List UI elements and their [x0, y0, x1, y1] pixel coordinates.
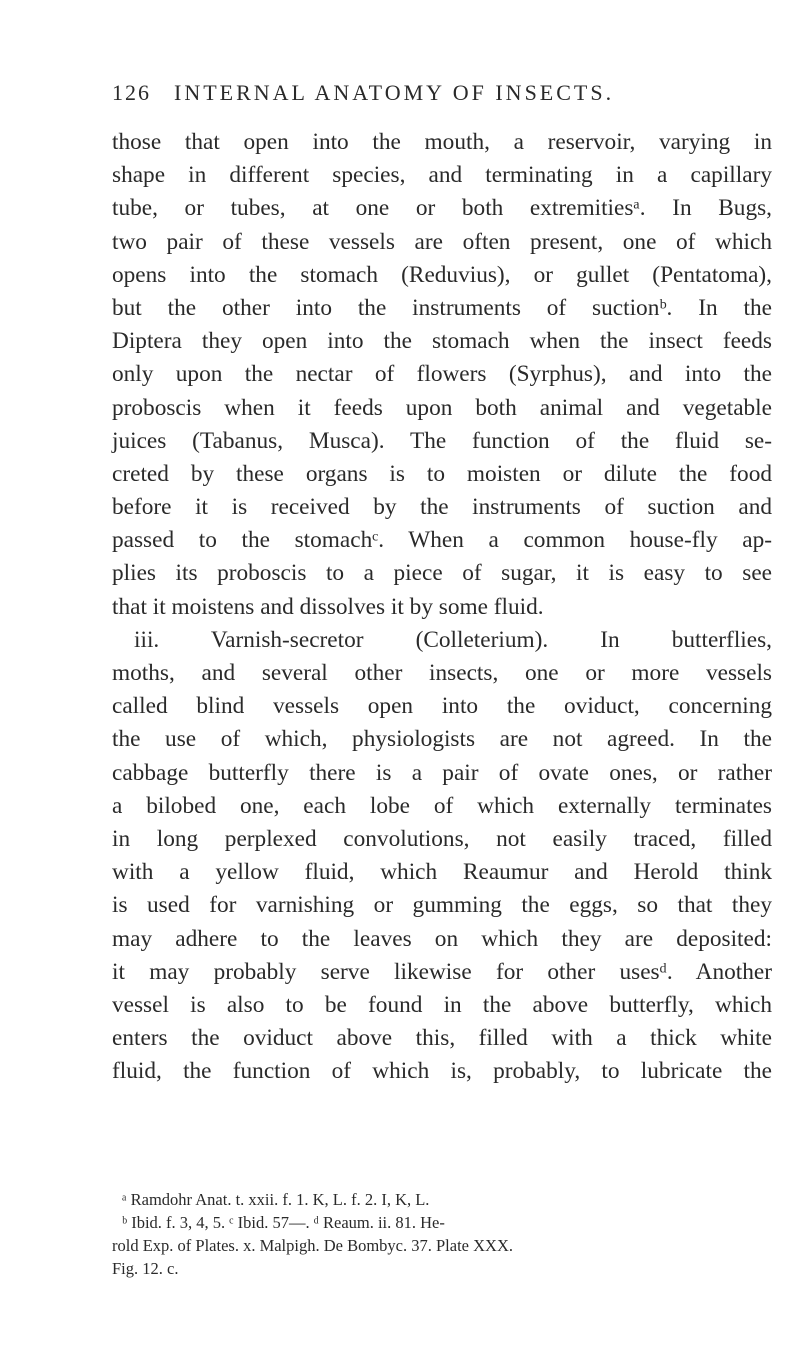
body-line: only upon the nectar of flowers (Syrphus), and into the	[112, 361, 772, 388]
body-line: Diptera they open into the stomach when the insect feeds	[112, 328, 772, 355]
page-number: 126	[112, 80, 151, 105]
body-line: shape in different species, and terminating in a capillary	[112, 162, 772, 189]
body-line: moths, and several other insects, one or more vessels	[112, 660, 772, 686]
body-line: iii. Varnish-secretor (Colleterium). In butterflies,	[134, 626, 772, 653]
body-line: but the other into the instruments of suctionᵇ. In the	[112, 294, 772, 321]
body-line: a bilobed one, each lobe of which externally terminates	[112, 792, 772, 819]
body-line: that it moistens and dissolves it by some fluid.	[112, 593, 544, 620]
body-line: fluid, the function of which is, probably, to lubricate the	[112, 1058, 772, 1085]
body-line: cabbage butterfly there is a pair of ovate ones, or rather	[112, 759, 772, 786]
body-line: two pair of these vessels are often present, one of which	[112, 228, 772, 255]
body-line: tube, or tubes, at one or both extremitiesᵃ. In Bugs,	[112, 195, 772, 222]
body-line: juices (Tabanus, Musca). The function of the fluid se-	[112, 427, 772, 454]
footnote-line: Fig. 12. c.	[112, 1259, 179, 1278]
body-line: passed to the stomachᶜ. When a common house-fly ap-	[112, 527, 772, 554]
body-line: the use of which, physiologists are not agreed. In the	[112, 726, 772, 753]
body-line: those that open into the mouth, a reservoir, varying in	[112, 129, 772, 155]
body-line: creted by these organs is to moisten or dilute the food	[112, 460, 772, 487]
body-line: in long perplexed convolutions, not easily traced, filled	[112, 825, 772, 852]
footnotes	[112, 1188, 772, 1280]
body-line: may adhere to the leaves on which they are deposited:	[112, 925, 772, 952]
body-line: opens into the stomach (Reduvius), or gullet (Pentatoma),	[112, 261, 772, 288]
running-header	[112, 80, 752, 110]
body-line: vessel is also to be found in the above butterfly, which	[112, 991, 772, 1018]
body-line: enters the oviduct above this, filled with a thick white	[112, 1025, 772, 1052]
running-title: INTERNAL ANATOMY OF INSECTS.	[174, 80, 615, 105]
body-line: with a yellow fluid, which Reaumur and Herold think	[112, 859, 772, 886]
footnote-line: rold Exp. of Plates. x. Malpigh. De Bombyc. 37. Plate XXX.	[112, 1236, 513, 1255]
body-line: plies its proboscis to a piece of sugar, it is easy to see	[112, 560, 772, 587]
body-line: before it is received by the instruments of suction and	[112, 494, 772, 521]
body-line: called blind vessels open into the oviduct, concerning	[112, 693, 772, 720]
body-line: is used for varnishing or gumming the eggs, so that they	[112, 892, 772, 919]
footnote-line: ᵃ Ramdohr Anat. t. xxii. f. 1. K, L. f. 2. I, K, L.	[122, 1190, 430, 1209]
body-line: proboscis when it feeds upon both animal and vegetable	[112, 394, 772, 421]
footnote-line: ᵇ Ibid. f. 3, 4, 5. ᶜ Ibid. 57—. ᵈ Reaum. ii. 81. He-	[122, 1213, 445, 1232]
body-text	[112, 126, 772, 1088]
body-line: it may probably serve likewise for other usesᵈ. Another	[112, 958, 772, 985]
